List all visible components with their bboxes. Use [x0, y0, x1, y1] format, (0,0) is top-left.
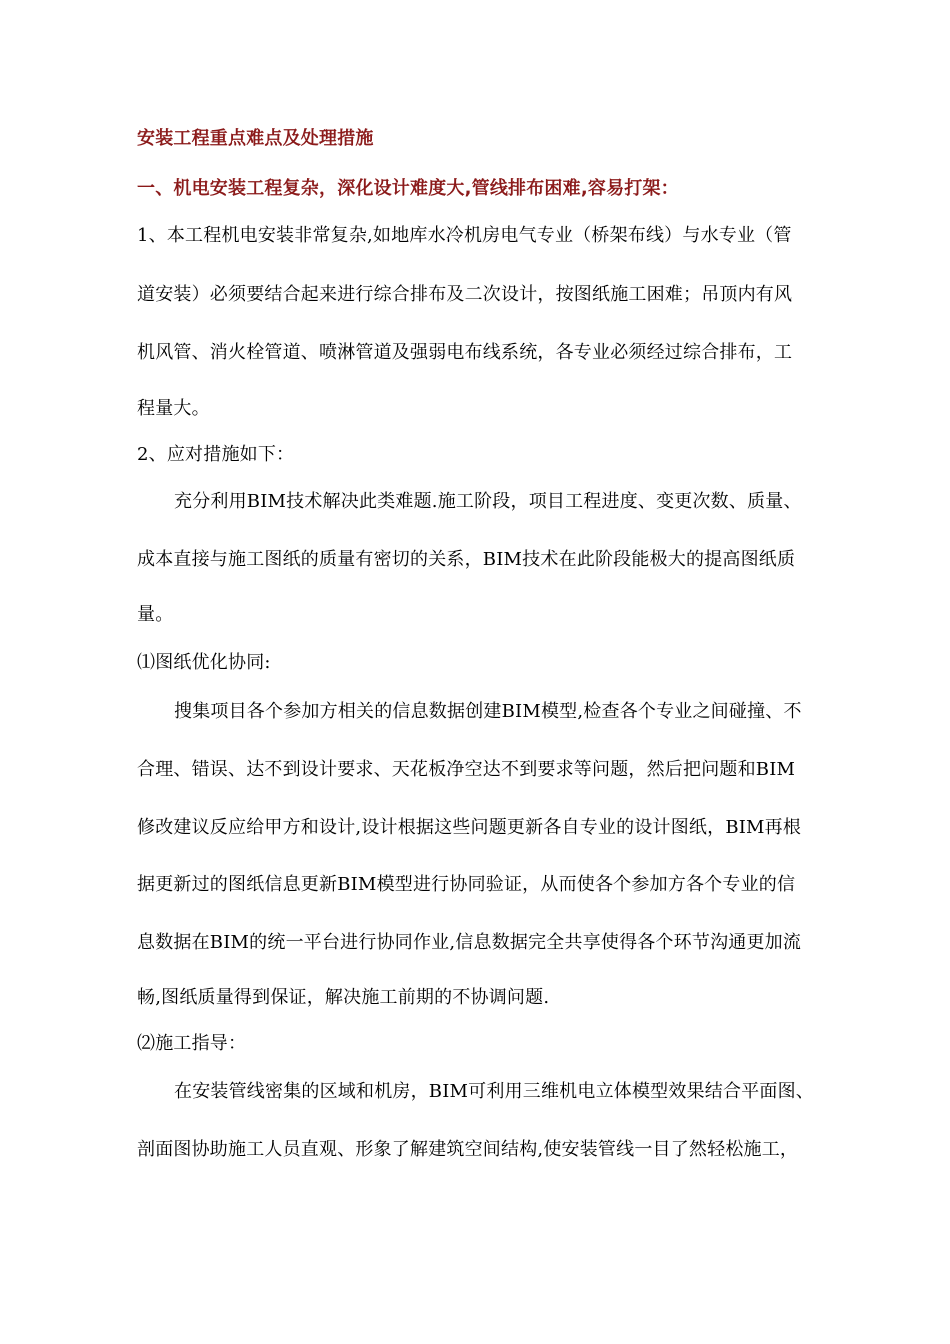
paragraph-line: 充分利用BIM技术解决此类难题.施工阶段，项目工程进度、变更次数、质量、: [174, 491, 802, 512]
paragraph-line: 道安装）必须要结合起来进行综合排布及二次设计，按图纸施工困难；吊顶内有风: [137, 284, 793, 305]
paragraph-line: 量。: [137, 604, 174, 625]
paragraph-label: 2、应对措施如下：: [137, 444, 295, 465]
document-title: 安装工程重点难点及处理措施: [137, 128, 374, 149]
subsection-label: ⑴图纸优化协同:: [137, 652, 271, 673]
paragraph-line: 搜集项目各个参加方相关的信息数据创建BIM模型,检查各个专业之间碰撞、不: [174, 701, 802, 722]
subsection-label: ⑵施工指导：: [137, 1033, 247, 1054]
paragraph-line: 在安装管线密集的区域和机房，BIM可利用三维机电立体模型效果结合平面图、: [174, 1081, 814, 1102]
paragraph-line: 息数据在BIM的统一平台进行协同作业,信息数据完全共享使得各个环节沟通更加流: [137, 932, 802, 953]
section-heading: 一、机电安装工程复杂，深化设计难度大,管线排布困难,容易打架：: [137, 178, 679, 199]
paragraph-line: 据更新过的图纸信息更新BIM模型进行协同验证，从而使各个参加方各个专业的信: [137, 874, 796, 895]
paragraph-line: 机风管、消火栓管道、喷淋管道及强弱电布线系统，各专业必须经过综合排布，工: [137, 342, 793, 363]
paragraph-line: 程量大。: [137, 398, 210, 419]
paragraph-line: 合理、错误、达不到设计要求、天花板净空达不到要求等问题，然后把问题和BIM: [137, 759, 796, 780]
paragraph-line: 剖面图协助施工人员直观、形象了解建筑空间结构,使安装管线一目了然轻松施工，: [137, 1139, 799, 1160]
paragraph-line: 成本直接与施工图纸的质量有密切的关系，BIM技术在此阶段能极大的提高图纸质: [137, 549, 796, 570]
paragraph-line: 1、本工程机电安装非常复杂,如地库水冷机房电气专业（桥架布线）与水专业（管: [137, 225, 792, 246]
paragraph-line: 畅,图纸质量得到保证，解决施工前期的不协调问题.: [137, 987, 550, 1008]
paragraph-line: 修改建议反应给甲方和设计,设计根据这些问题更新各自专业的设计图纸，BIM再根: [137, 817, 802, 838]
